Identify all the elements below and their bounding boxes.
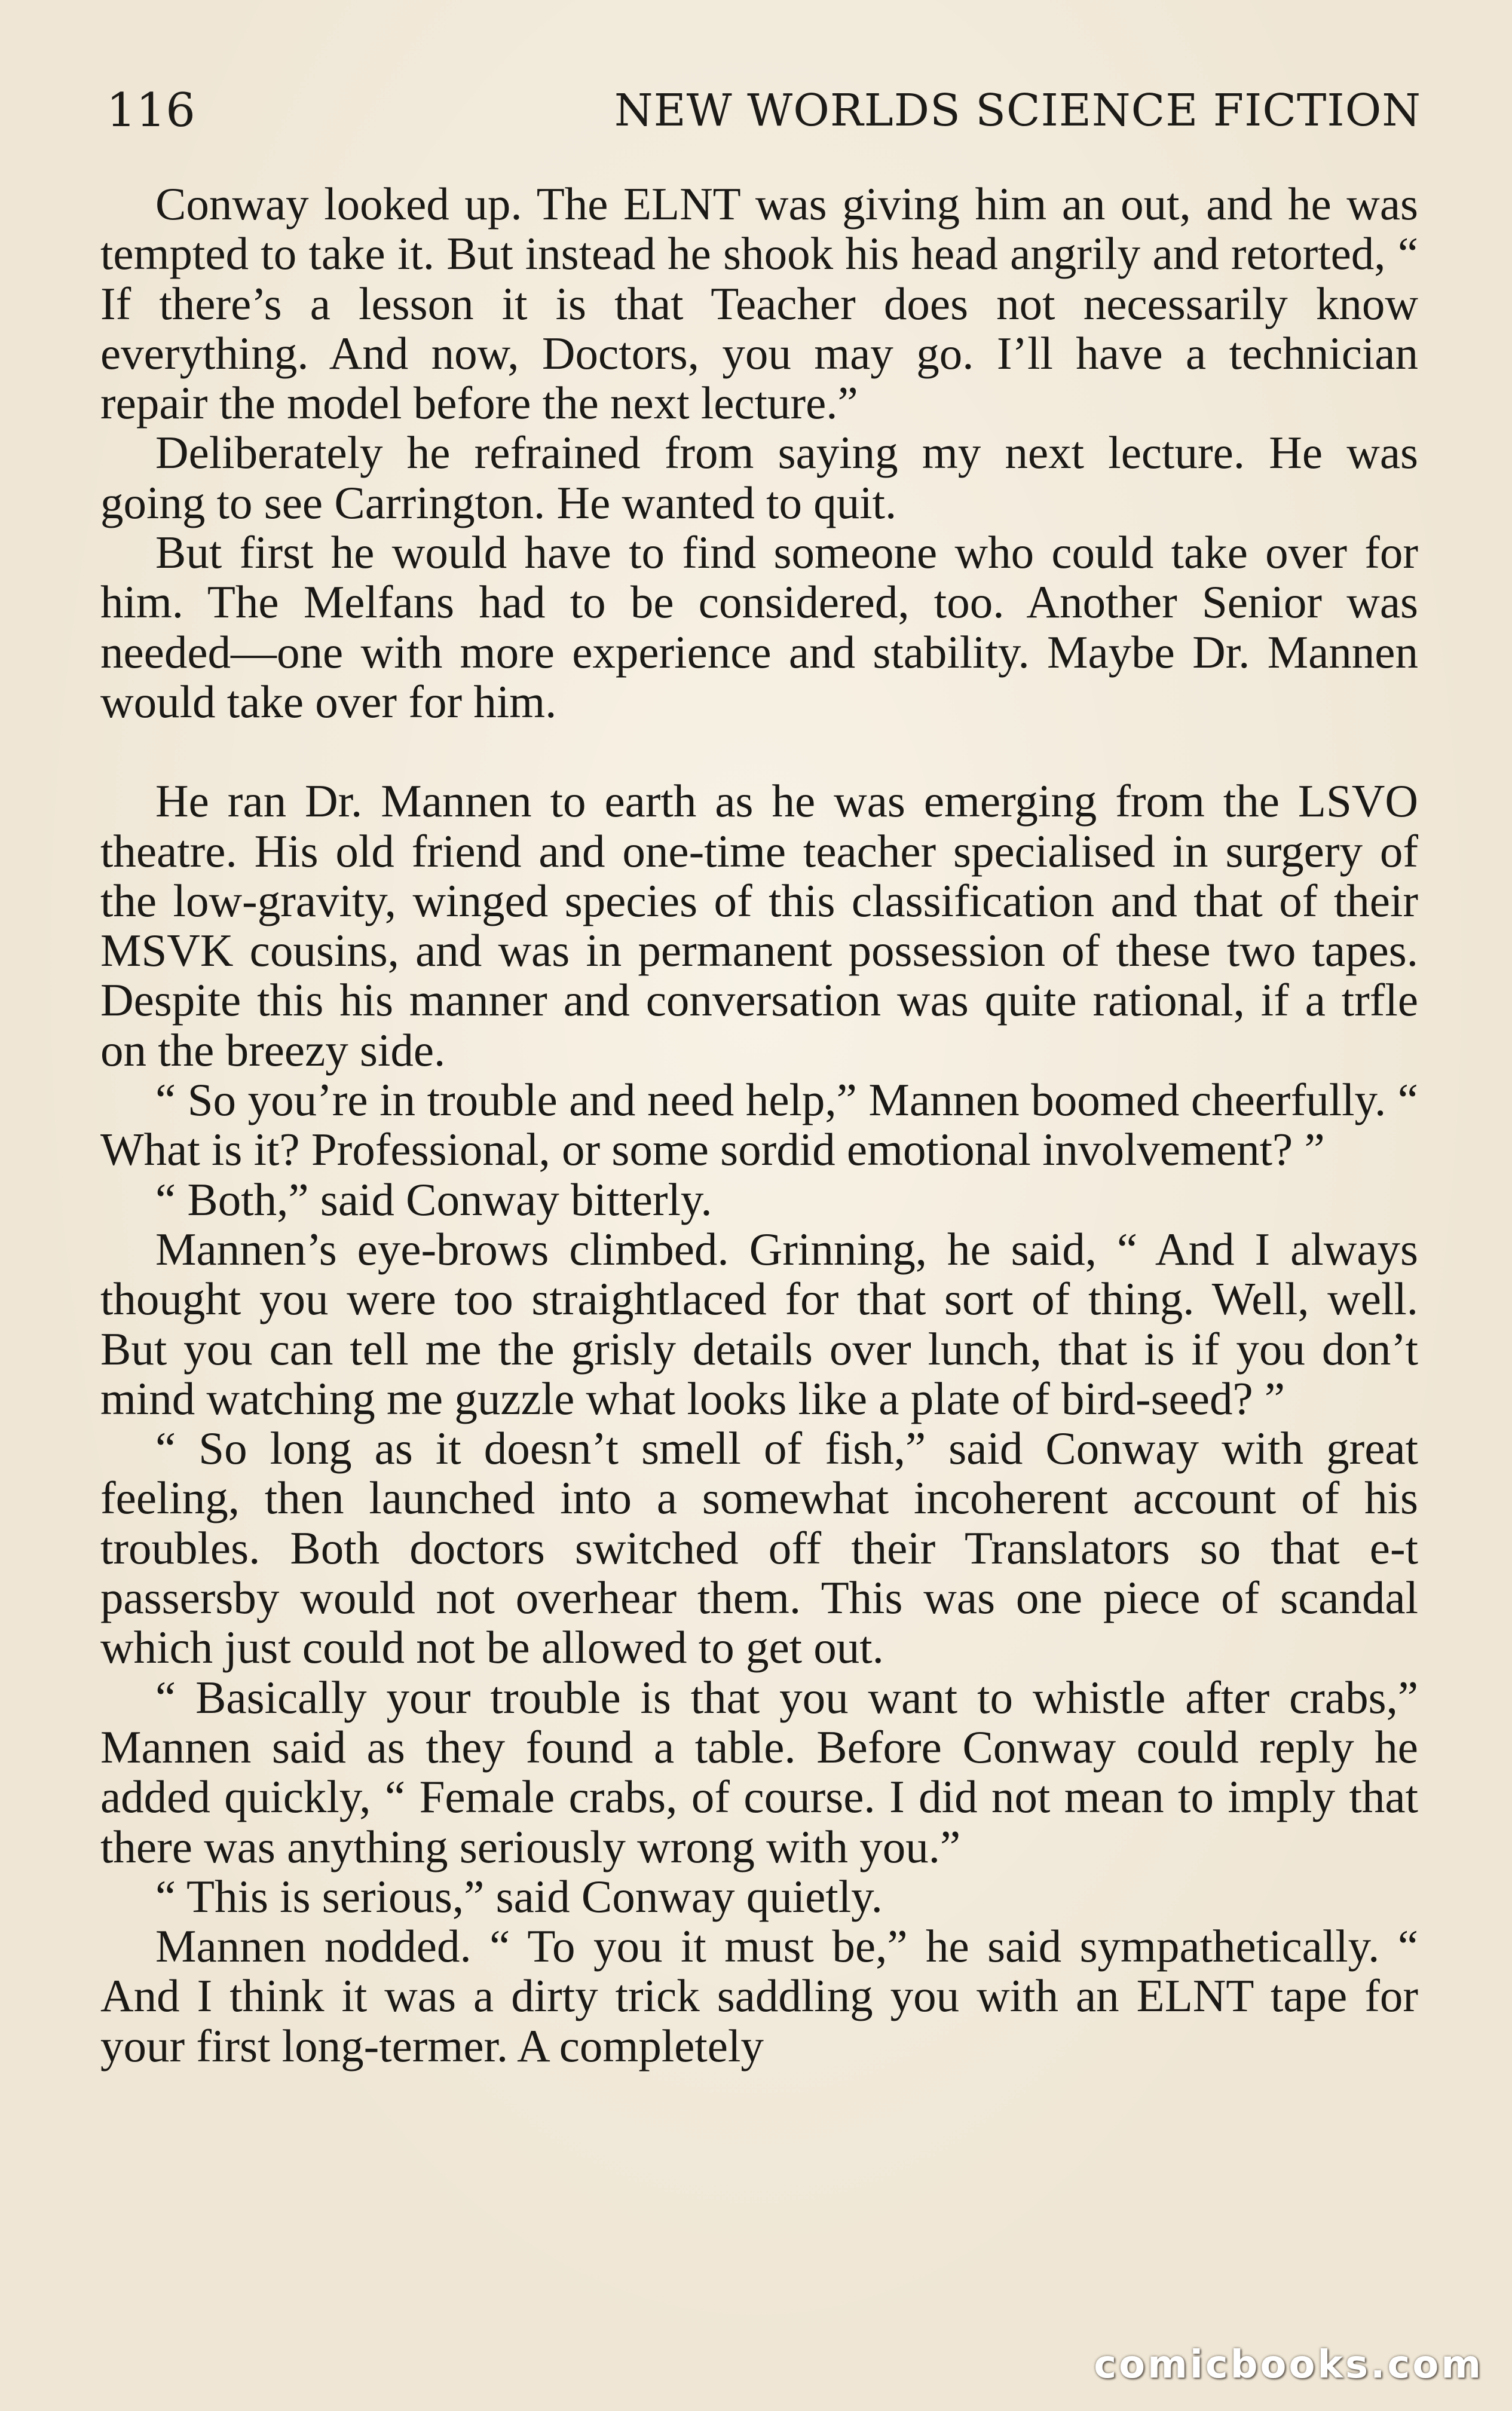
- paragraph: Deliberately he refrained from saying my next lecture. He was going to see Carrington. He wanted to quit.: [100, 427, 1418, 528]
- paragraph: “ Basically your trouble is that you want to whistle after crabs,” Mannen said as they found a table. Before Conway could reply he added quickly, “ Female crabs, of course. I did not mean to imply that there was anything seriously wrong with you.”: [100, 1671, 1418, 1872]
- page-number: 116: [106, 84, 195, 137]
- watermark: comicbooks.com: [1094, 2343, 1483, 2387]
- paragraph: “ So you’re in trouble and need help,” Mannen boomed cheerfully. “ What is it? Professional, or some sordid emotional involvement? ”: [100, 1074, 1418, 1176]
- paragraph: But first he would have to find someone who could take over for him. The Melfans had to be considered, too. Another Senior was needed—one with more experience and stability. Maybe Dr. Mannen would take over for him.: [100, 527, 1418, 727]
- paragraph: Mannen’s eye-brows climbed. Grinning, he said, “ And I always thought you were too straightlaced for that sort of thing. Well, well. But you can tell me the grisly details over lunch, that is if you don’t mind watching me guzzle what looks like a plate of bird-seed? ”: [100, 1223, 1418, 1424]
- body-text: [100, 179, 1418, 2071]
- page-header: [106, 78, 1421, 143]
- paragraph: “ So long as it doesn’t smell of fish,” said Conway with great feeling, then launched into a somewhat incoherent account of his troubles. Both doctors switched off their Translators so that e-t passersby would not overhear them. This was one piece of scandal which just could not be allowed to get out.: [100, 1422, 1418, 1673]
- paragraph: “ Both,” said Conway bitterly.: [155, 1173, 712, 1225]
- paragraph: “ This is serious,” said Conway quietly.: [155, 1870, 883, 1922]
- paragraph: He ran Dr. Mannen to earth as he was emerging from the LSVO theatre. His old friend and one-time teacher specialised in surgery of the low-gravity, winged species of this classification and that of their MSVK cousins, and was in permanent possession of these two tapes. Despite this his manner and conversation was quite rational, if a trfle on the breezy side.: [100, 775, 1418, 1076]
- paragraph: Mannen nodded. “ To you it must be,” he said sympathetically. “ And I think it was a dirty trick saddling you with an ELNT tape for your first long-termer. A completely: [100, 1920, 1418, 2072]
- running-title: NEW WORLDS SCIENCE FICTION: [614, 85, 1421, 136]
- paragraph: Conway looked up. The ELNT was giving him an out, and he was tempted to take it. But instead he shook his head angrily and retorted, “ If there’s a lesson it is that Teacher does not necessarily know everything. And now, Doctors, you may go. I’ll have a technician repair the model before the next lecture.”: [100, 178, 1418, 429]
